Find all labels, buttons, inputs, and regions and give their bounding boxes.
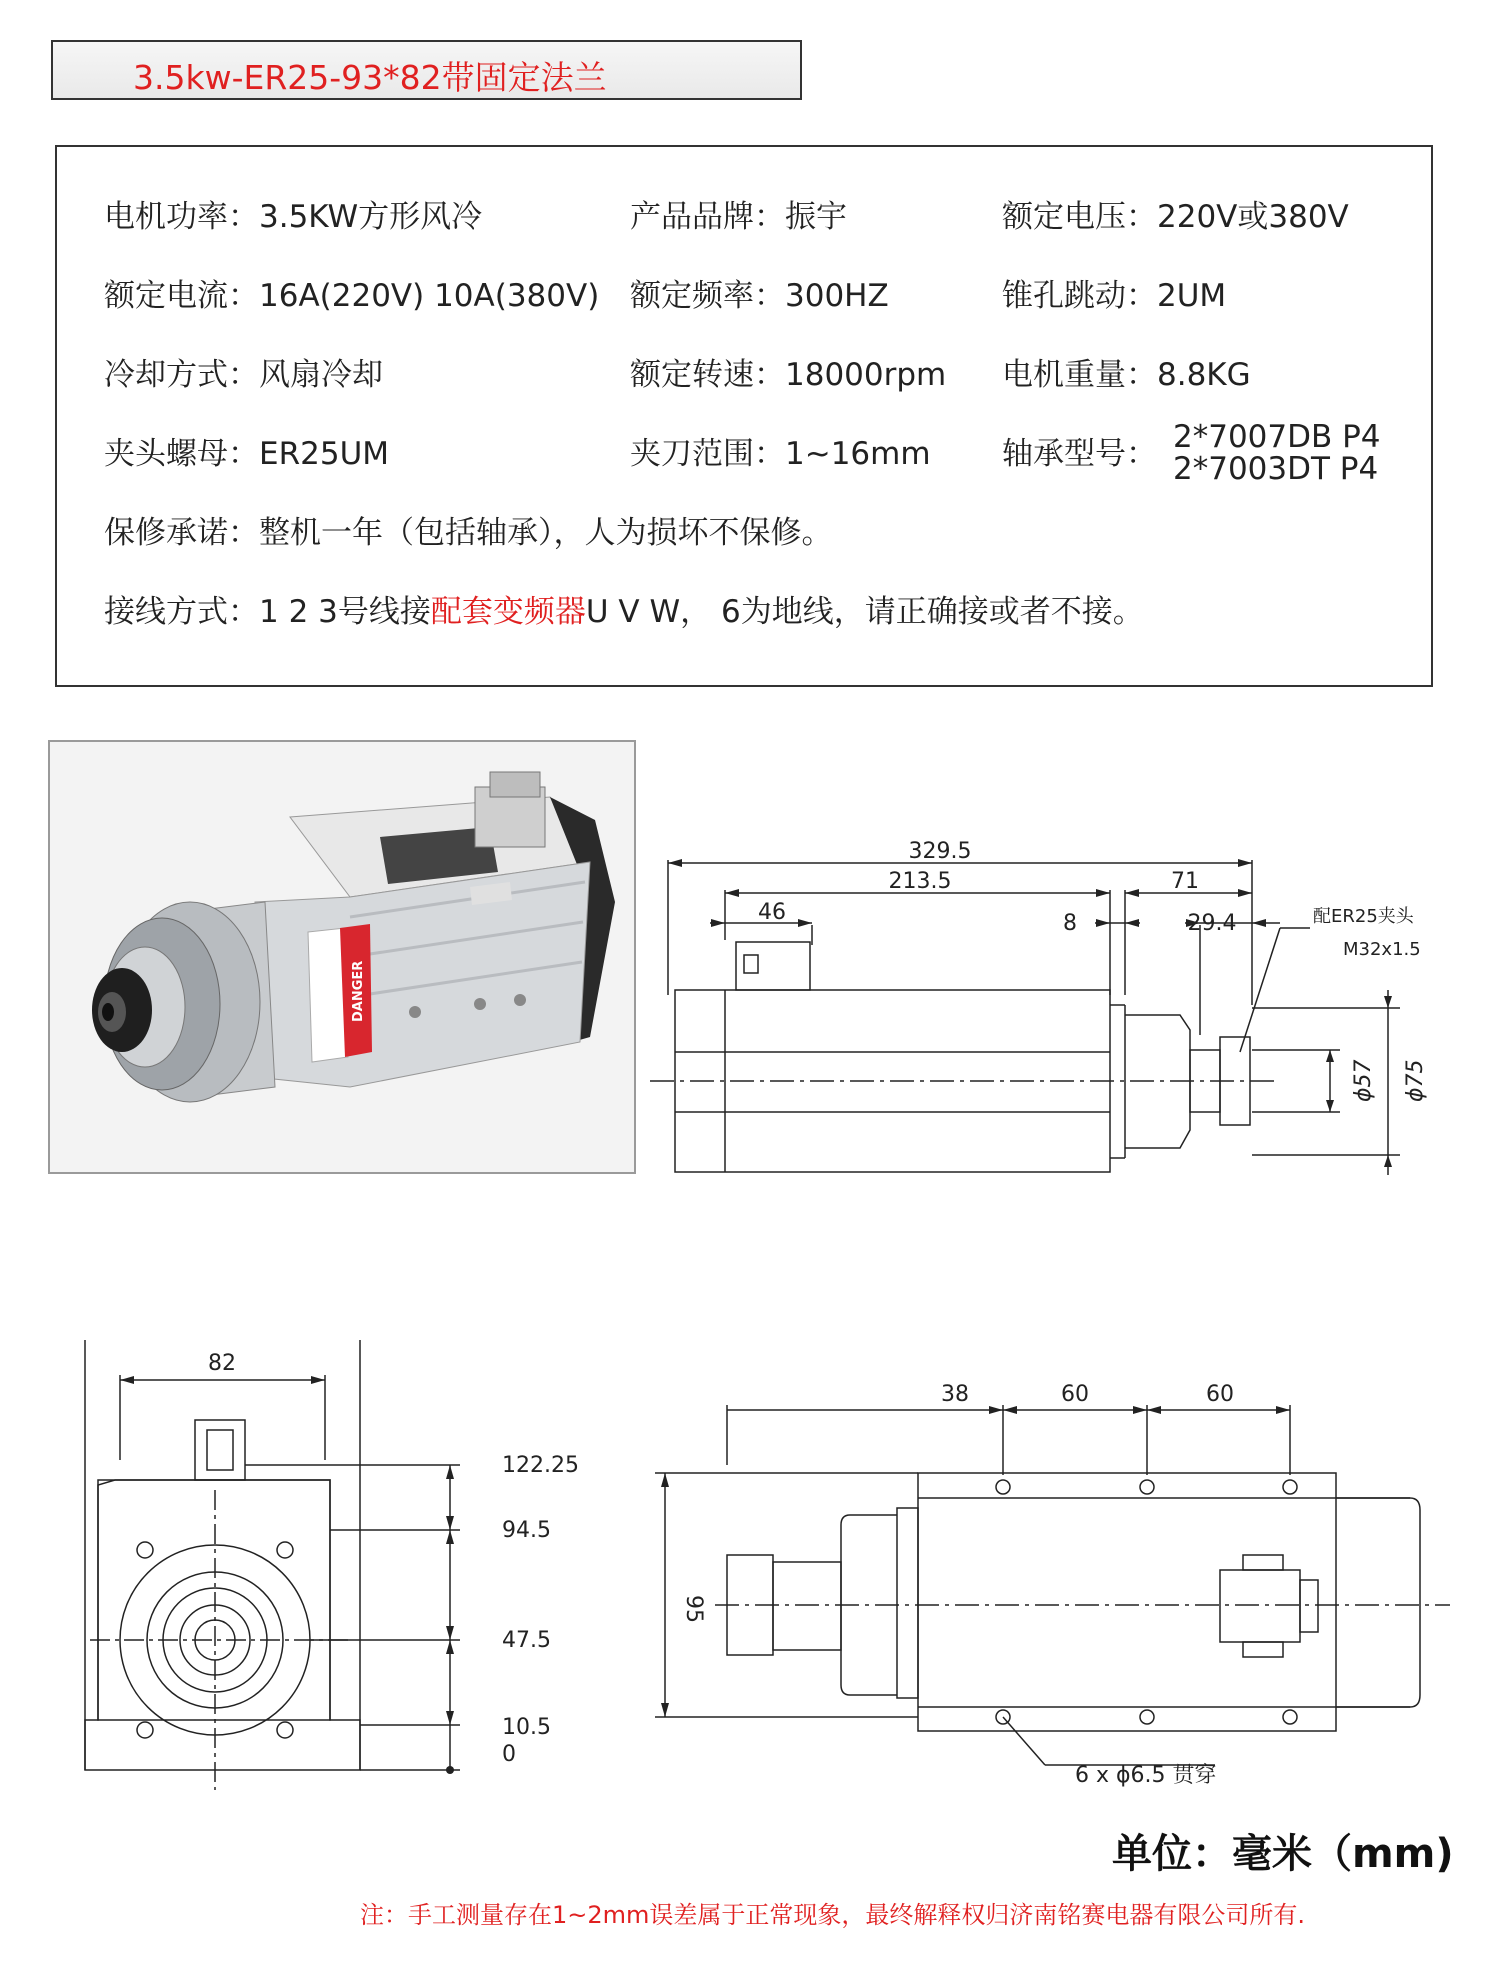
danger-label: DANGER [351, 960, 366, 1022]
dim-connector: 46 [758, 900, 786, 925]
collet-note: 配ER25夹头 [1313, 906, 1414, 927]
product-title: 3.5kw-ER25-93*82带固定法兰 [133, 58, 607, 97]
spec-collet-nut: 夹头螺母：ER25UM [104, 436, 390, 472]
spec-weight: 电机重量：8.8KG [1002, 357, 1251, 393]
spec-runout: 锥孔跳动：2UM [1002, 278, 1227, 314]
spec-speed: 额定转速：18000rpm [630, 357, 947, 393]
height-3: 47.5 [502, 1628, 551, 1653]
front-view-drawing [70, 1330, 590, 1800]
dim-total: 329.5 [908, 839, 972, 864]
holes-note: 6 x ϕ6.5 贯穿 [1075, 1763, 1217, 1788]
top-view-drawing [635, 1365, 1470, 1795]
spacing-1: 38 [941, 1382, 969, 1407]
spec-wiring: 接线方式：1 2 3号线接配套变频器U V W， 6为地线，请正确接或者不接。 [104, 594, 1144, 630]
spec-bearing-values: 2*7007DB P4 2*7003DT P4 [1173, 419, 1381, 487]
height-4: 10.5 [502, 1715, 551, 1740]
spec-box [55, 145, 1433, 687]
height-2: 94.5 [502, 1518, 551, 1543]
spec-bearing: 轴承型号： [1002, 436, 1157, 472]
spec-current: 额定电流：16A(220V) 10A(380V) [104, 278, 600, 314]
dim-nose: 29.4 [1187, 911, 1237, 936]
disclaimer-note: 注：手工测量存在1~2mm误差属于正常现象，最终解释权归济南铭赛电器有限公司所有. [360, 1901, 1306, 1929]
spacing-3: 60 [1206, 1382, 1234, 1407]
diameter-large: ϕ75 [1403, 1059, 1428, 1102]
height-1: 122.25 [502, 1453, 579, 1478]
dim-flange: 8 [1063, 911, 1077, 936]
spacing-2: 60 [1061, 1382, 1089, 1407]
spec-voltage: 额定电压：220V或380V [1002, 199, 1349, 235]
diameter-small: ϕ57 [1351, 1059, 1376, 1102]
unit-label: 单位：毫米（mm) [1112, 1831, 1454, 1877]
side-view-drawing [640, 830, 1440, 1190]
spec-brand: 产品品牌：振宇 [630, 199, 847, 235]
title-box [51, 40, 802, 100]
dim-body: 213.5 [888, 869, 952, 894]
spindle-illustration [50, 742, 636, 1174]
spec-clamp-range: 夹刀范围：1~16mm [630, 436, 931, 472]
product-photo [48, 740, 636, 1174]
dim-width: 82 [208, 1351, 236, 1376]
thread-spec: M32x1.5 [1343, 939, 1421, 960]
spec-warranty: 保修承诺：整机一年（包括轴承），人为损坏不保修。 [104, 515, 833, 551]
spec-power: 电机功率：3.5KW方形风冷 [104, 199, 483, 235]
spec-cooling: 冷却方式：风扇冷却 [104, 357, 383, 393]
spec-frequency: 额定频率：300HZ [630, 278, 889, 314]
dim-front: 71 [1171, 869, 1199, 894]
dim-height: 95 [681, 1595, 706, 1623]
height-5: 0 [502, 1742, 516, 1767]
